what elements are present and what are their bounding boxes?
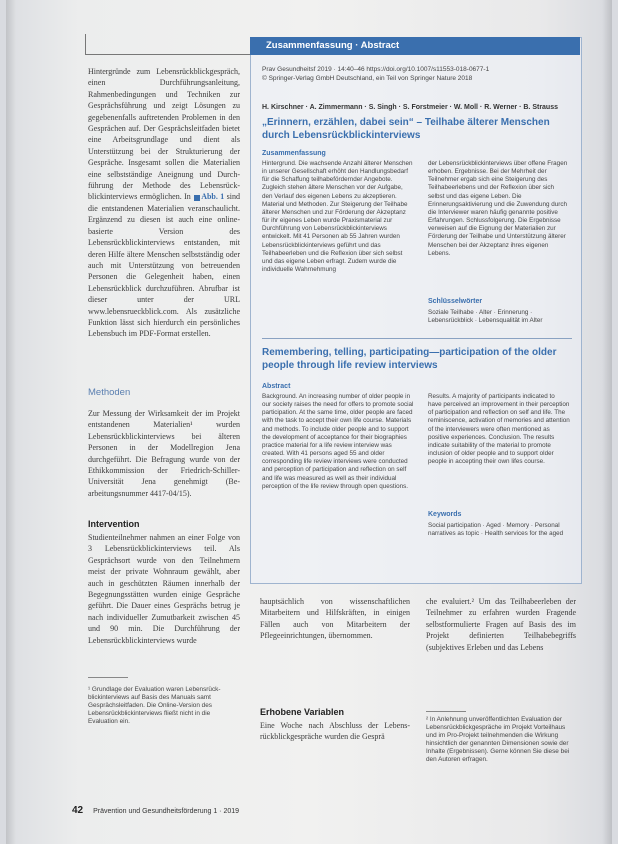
journal-name: Prävention und Gesundheitsförderung 1 · 2019 <box>93 808 240 815</box>
english-abstract-left: Background. An increasing number of older people in our society raises the need for offers to promote social participation. At the same time, older people are faced with the task to accept their own life course. Materials and methods. To include older people and to support the development of acceptance for their biographies practice material for a life review interview was created. With 41 persons aged 55 and older corresponding life review interviews were conducted and perception of participation and reflection on self and life was measured as well as their individual perception of the life review through open questions. <box>262 393 414 490</box>
methods-heading: Methoden <box>88 387 131 398</box>
abstract-heading: Abstract <box>262 383 291 390</box>
erhobene-variablen-heading: Erhobene Variablen <box>260 707 345 717</box>
keywords: Social participation · Aged · Memory · Personal narratives as topic · Health services for the aged <box>428 522 564 538</box>
copyright-line: © Springer-Verlag GmbH Deutschland, ein Teil von Springer Nature 2018 <box>262 75 473 82</box>
figure-ref[interactable]: Abb. 1 <box>201 192 225 202</box>
footnote-rule-2 <box>426 711 466 712</box>
middle-column-paragraph: hauptsächlich von wissenschaftlichen Mitarbeitern und Hilfskräften, in einigen Fällen auch von Mitarbeitern der Pflegeeinrichtungen, übernommen. <box>260 597 410 641</box>
german-abstract-right: der Lebensrückblickinterviews über offene Fragen erhoben. Ergebnisse. Bei der Mehrheit der Teilnehmer ergab sich eine Steigerung des Teilhabeerlebens und der Reflexion über sich selbst und das eigene Leben. Die Erinnerungsaktivierung und die Zuwendung durch die Interviewer waren häufig genannte positive Erfahrungen. Schlussfolgerung. Die Ergebnisse verweisen auf die Eignung der Materialien zur Förderung der Teilhabe und Unterstützung älterer Menschen bei der Akzeptanz ihres eigenen Lebens. <box>428 160 568 257</box>
paragraph-1-continued: sind die entstandenen Materialien veranschaulicht. Ergänzend zu diesen ist auch eine online-basierte Version des Lebensrückblickinterviews entstanden, mit deren Hilfe ältere Menschen selbstständig oder auch mit Unterstützung von betreuenden Personen die Gelegenheit haben, einen Lebensrückblick durchzuführen. Abrufbar ist dieser unter der URL www.lebensrueckblick.com. Als zusätzliche Funktion lässt sich hierdurch ein persönliches Lebensbuch im PDF-Format erstellen. <box>88 192 241 339</box>
intervention-heading: Intervention <box>88 519 140 529</box>
abstract-box-header: Zusammenfassung · Abstract <box>250 37 580 55</box>
keywords-heading: Keywords <box>428 511 462 518</box>
schluesselwoerter: Soziale Teilhabe · Alter · Erinnerung · Lebensrückblick · Lebensqualität im Alter <box>428 309 543 325</box>
figure-ref-icon <box>194 195 200 201</box>
german-title: „Erinnern, erzählen, dabei sein“ – Teilhabe älterer Menschen durch Lebensrückblickinterviews <box>262 117 550 141</box>
middle-column-paragraph-2: Eine Woche nach Abschluss der Lebensrückblickgespräche wurden die Gesprä <box>260 721 410 742</box>
footnote-1: ¹ Grundlage der Evaluation waren Lebensrückblickinterviews auf Basis des Manuals samt Gesprächsleitfaden. Die Online-Version des Lebensrückblickinterviews fließt nicht in die Evaluation ein. <box>88 686 221 725</box>
citation-line: Prav Gesundheitsf 2019 · 14:40–46 https://doi.org/10.1007/s11553-018-0677-1 <box>262 66 490 73</box>
left-column-paragraph-2: Zur Messung der Wirksamkeit der im Projekt entstandenen Materialien¹ wurden Lebensrückblickinterviews bei älteren Personen in der Modellregion Jena durchgeführt. Die Befragung wurde von der Ethikkommission der Friedrich-Schiller-Universität Jena genehmigt (Bearbeitungsnummer 4417-04/15). <box>88 409 240 498</box>
right-column-paragraph: che evaluiert.² Um das Teilhabeerleben der Teilnehmer zu erfahren wurden Fragende selbstformulierte Fragen auf Basis des im Projekt definierten Teilhabebegriffs (subjektives Erleben und das Lebens <box>426 597 576 652</box>
english-abstract-right: Results. A majority of participants indicated to have perceived an improvement in their perception of participation and reflection on self and life. The reminiscence, activation of memories and attention of the interviewers were often mentioned as positive experiences. Conclusion. The results indicate suitability of the material to promote inclusion of older people and to support older people in accepting their own lifes course. <box>428 393 570 466</box>
zusammenfassung-heading: Zusammenfassung <box>262 150 326 157</box>
page-fold-left <box>6 0 16 844</box>
left-column-paragraph-1 <box>88 66 240 340</box>
column-frame-rule <box>85 34 251 55</box>
page-fold-right <box>602 0 612 844</box>
authors: H. Kirschner · A. Zimmermann · S. Singh · S. Forstmeier · W. Moll · R. Werner · B. Strauss <box>262 104 558 111</box>
section-divider <box>262 338 572 339</box>
english-title: Remembering, telling, participating—participation of the older people through life review interviews <box>262 347 557 371</box>
footnote-2: ² In Anlehnung unveröffentlichten Evaluation der Lebensrückblickgespräche im Projekt Vorteilhaus und im Pro-Projekt teilnehmenden die Wirkung hinsichtlich der genannten Dimensionen sowie der Inhalte (Ergebnissen). Gerne können Sie diese bei den Autoren erfragen. <box>426 716 570 763</box>
page-number: 42 <box>72 805 84 816</box>
left-column-paragraph-3: Studienteilnehmer nahmen an einer Folge von 3 Lebensrückblickinterviews teil. Als Gesprächsort wurde von den Teilnehmern meist der private Wohnraum gewählt, aber auch in geschützten Räumen innerhalb der Begegnungsstätten wurden einige Gespräche geführt. Die Dauer eines Gesprächs betrug je nach individueller Zumutbarkeit zwischen 45 und 90 min. Die Durchführung der Lebensrückblickinterviews wurde <box>88 533 240 645</box>
footnote-rule <box>88 677 128 678</box>
german-abstract-left: Hintergrund. Die wachsende Anzahl älterer Menschen in unserer Gesellschaft erhöht den Handlungsbedarf für die Schaffung teilhabefördernder Angebote. Zugleich stehen ältere Menschen vor der Aufgabe, den Verlauf des eigenen Lebens zu akzeptieren. Material und Methoden. Zur Steigerung der Teilhabe älterer Menschen und zur Förderung der Akzeptanz für ihr eigenes Leben wurde Praxismaterial zur Durchführung von Lebensrückblickinterviews entwickelt. Mit 41 Personen ab 55 Jahren wurden Lebensrückblickinterviews geführt und das Teilhabeerleben und die Reflexion über sich selbst und das eigene Leben erfragt. Zudem wurde die individuelle Wahrnehmung <box>262 160 413 274</box>
schluesselwoerter-heading: Schlüsselwörter <box>428 298 483 305</box>
paragraph-1-text: Hintergründe zum Lebensrückblickgespräch, einen Durchführungsanleitung, Rahmenbedingungen und Techniken zur Gesprächsführung und zeigt Lösungen zu gegebenenfalls auftretenden Problemen in den Gesprächen auf. Der Gesprächsleitfaden bietet eine Arbeitsgrundlage und dient als Unterstützung bei der Strukturierung der Gespräche. Insgesamt sollen die Materialien eine selbstständige Aneignung und Durchführung der Methode des Lebensrückblickinterviews ermöglichen. In <box>88 67 240 202</box>
page-footer <box>72 805 239 816</box>
